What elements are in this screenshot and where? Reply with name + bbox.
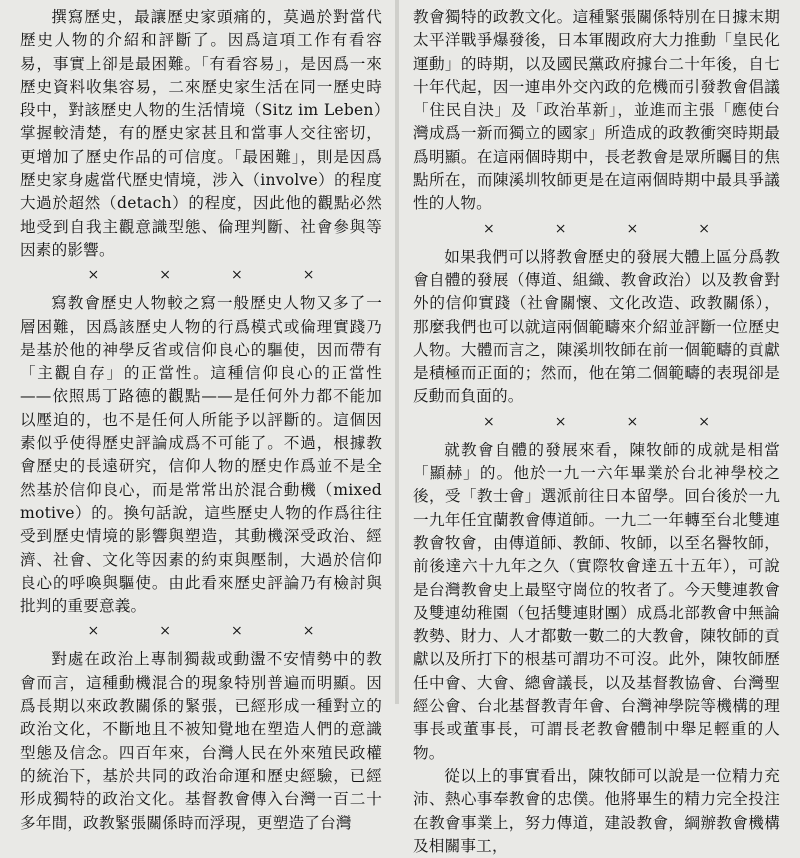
separator-mark: × [231,623,243,640]
paragraph: 如果我們可以將教會歷史的發展大體上區分爲教會自體的發展（傳道、組織、教會政治）以及教會對外的信仰實踐（社會關懷、文化改造、政教關係），那麼我們也可以就這兩個範疇來介紹並評斷一位歷史人物。大體而言之，陳溪圳牧師在前一個範疇的貢獻是積極而正面的；然而，他在第二個範疇的表現卻是反動而負面的。 [413,247,780,406]
paragraph: 撰寫歷史，最讓歷史家頭痛的，莫過於對當代歷史人物的介紹和評斷了。因爲這項工作有看容易，事實上卻是最困難。「有看容易」，是因爲一來歷史資料收集容易，二來歷史家生活在同一歷史時段中，對該歷史人物的生活情境（Sitz im Leben）掌握較清楚，有的歷史家甚且和當事人交往密切，更增加了歷史作品的可信度。「最困難」，則是因爲歷史家身處當代歷史情境，涉入（involve）的程度大過於超然（detach）的程度，因此他的觀點必然地受到自我主觀意識型態、倫理判斷、社會參與等因素的影響。 [20,8,382,259]
separator-mark: × [483,220,495,237]
separator-mark: × [626,413,639,430]
separator-mark: × [159,623,171,640]
paragraph: 教會獨特的政教文化。這種緊張關係特別在日據末期太平洋戰爭爆發後，日本軍閥政府大力推動「皇民化運動」的時期，以及國民黨政府據台二十年後，自七十年代起，因一連串外交內政的危機而引發教會倡議「住民自決」及「政治革新」，並進而主張「應使台灣成爲一新而獨立的國家」所造成的政教衝突時期最爲明顯。在這兩個時期中，長老教會是眾所矚目的焦點所在，而陳溪圳牧師更是在這兩個時期中最具爭議性的人物。 [413,8,780,213]
paragraph: 對處在政治上專制獨裁或動盪不安情勢中的教會而言，這種動機混合的現象特別普遍而明顯。因爲長期以來政教關係的緊張，已經形成一種對立的政治文化，不斷地且不被知覺地在塑造人們的意識型態及信念。四百年來，台灣人民在外來殖民政權的統治下，基於共同的政治命運和歷史經驗，已經形成獨特的政治文化。基督教會傳入台灣一百二十多年間，政教緊張關係時而浮現，更塑造了台灣 [20,650,382,832]
separator-mark: × [231,267,243,284]
section-separator [20,620,382,642]
separator-mark: × [483,413,495,430]
paragraph: 從以上的事實看出，陳牧師可以說是一位精力充沛、熱心事奉教會的忠僕。他將畢生的精力完全投注在教會事業上，努力傳道，建設教會，綱辦教會機構及相關事工， [413,766,780,855]
separator-mark: × [554,413,567,430]
separator-mark: × [698,413,710,430]
page-gutter [395,0,399,704]
section-separator [413,218,780,240]
separator-mark: × [554,220,567,237]
separator-mark: × [302,623,315,640]
separator-mark: × [626,220,639,237]
section-separator [20,264,382,286]
paragraph: 寫教會歷史人物較之寫一般歷史人物又多了一層困難，因爲該歷史人物的行爲模式或倫理實踐乃是基於他的神學反省或信仰良心的驅使，因而帶有「主觀自存」的正當性。這種信仰良心的正當性——依照馬丁路德的觀點——是任何外力都不能加以壓迫的，也不是任何人所能予以評斷的。這個因素似乎使得歷史評論成爲不可能了。不過，根據教會歷史的長遠研究，信仰人物的歷史作爲並不是全然基於信仰良心，而是常常出於混合動機（mixed motive）的。換句話說，這些歷史人物的作爲往往受到歷史情境的影響與塑造，其動機深受政治、經濟、社會、文化等因素的約束與壓制，大過於信仰良心的呼喚與驅使。由此看來歷史評論乃有檢討與批判的重要意義。 [20,294,382,616]
separator-mark: × [87,623,100,640]
separator-mark: × [302,267,315,284]
separator-mark: × [87,267,100,284]
right-column [413,6,780,858]
left-column [20,6,382,835]
separator-mark: × [698,220,710,237]
paragraph: 就教會自體的發展來看，陳牧師的成就是相當「顯赫」的。他於一九一六年畢業於台北神學校之後，受「教士會」選派前往日本留學。回台後於一九一九年任宜蘭教會傳道師。一九二一年轉至台北雙連教會牧會，由傳道師、教師、牧師，以至名譽牧師，前後達六十九年之久（實際牧會達五十五年），可說是台灣教會史上最堅守崗位的牧者了。今天雙連教會及雙連幼稚園（包括雙連財團）成爲北部教會中無論教勢、財力、人才都數一數二的大教會，陳牧師的貢獻以及所打下的根基可謂功不可沒。此外，陳牧師歷任中會、大會、總會議長，以及基督教協會、台灣聖經公會、台北基督教青年會、台灣神學院等機構的理事長或董事長，可謂長老教會體制中舉足輕重的人物。 [413,440,780,762]
section-separator [413,411,780,433]
separator-mark: × [159,267,171,284]
